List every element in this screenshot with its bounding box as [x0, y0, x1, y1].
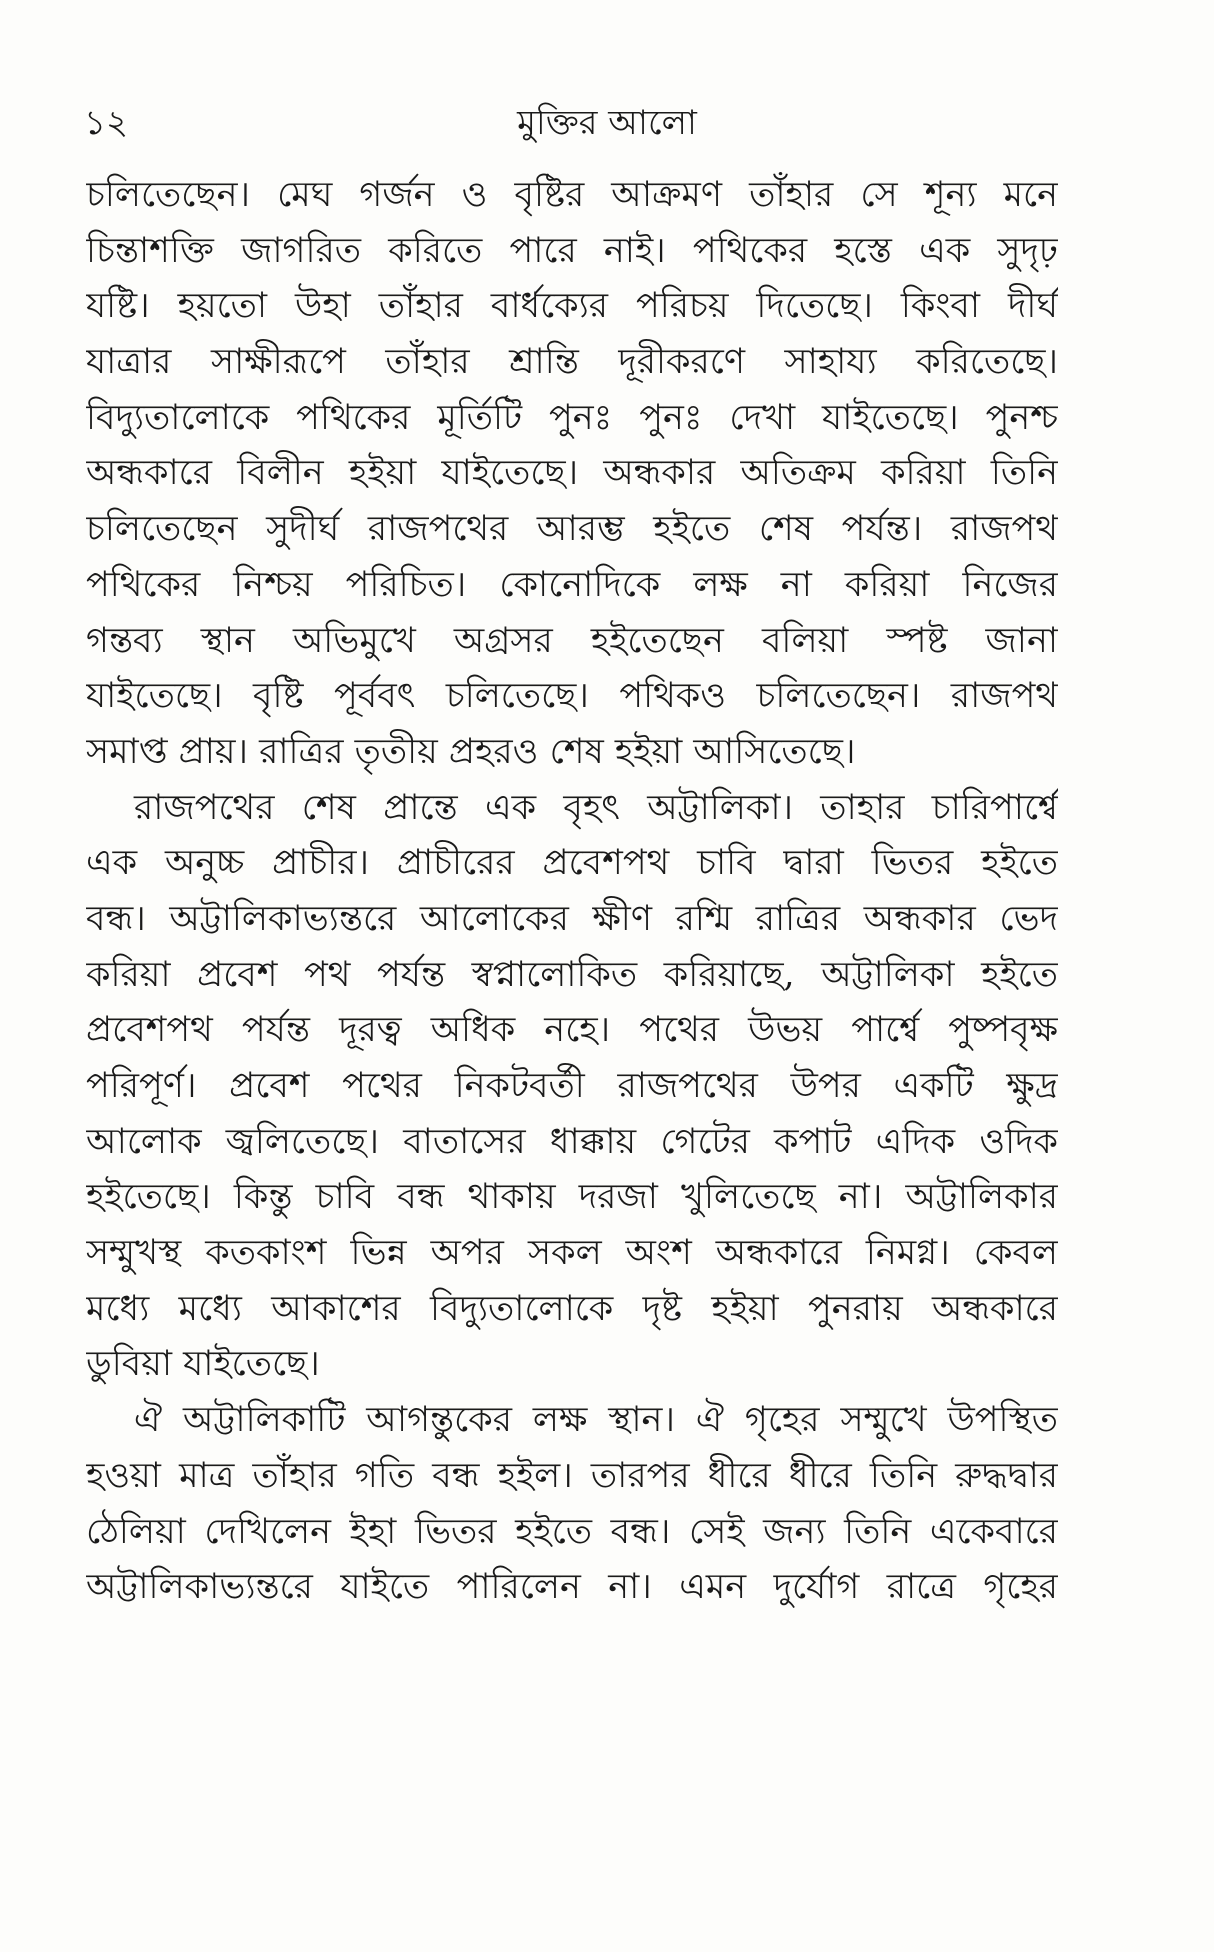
text-line: ঐ অট্টালিকাটি আগন্তুকের লক্ষ স্থান। ঐ গৃহের সম্মুখে উপস্থিত	[134, 1400, 1058, 1441]
text-line: হওয়া মাত্র তাঁহার গতি বন্ধ হইল। তারপর ধীরে ধীরে তিনি রুদ্ধদ্বার	[86, 1455, 1058, 1496]
text-line: ডুবিয়া যাইতেছে।	[86, 1344, 320, 1385]
text-line: মধ্যে মধ্যে আকাশের বিদ্যুতালোকে দৃষ্ট হইয়া পুনরায় অন্ধকারে	[86, 1288, 1058, 1329]
text-line: সমাপ্ত প্রায়। রাত্রির তৃতীয় প্রহরও শেষ হইয়া আসিতেছে।	[86, 731, 856, 772]
text-line: আলোক জ্বলিতেছে। বাতাসের ধাক্কায় গেটের কপাট এদিক ওদিক	[86, 1121, 1058, 1162]
text-line: বন্ধ। অট্টালিকাভ্যন্তরে আলোকের ক্ষীণ রশ্মি রাত্রির অন্ধকার ভেদ	[86, 898, 1058, 939]
text-line: চলিতেছেন। মেঘ গর্জন ও বৃষ্টির আক্রমণ তাঁহার সে শূন্য মনে	[86, 175, 1058, 215]
text-line: যাইতেছে। বৃষ্টি পূর্ববৎ চলিতেছে। পথিকও চলিতেছেন। রাজপথ	[86, 676, 1058, 717]
text-line: চলিতেছেন সুদীর্ঘ রাজপথের আরম্ভ হইতে শেষ পর্যন্ত। রাজপথ	[86, 509, 1058, 550]
running-header	[0, 98, 1214, 148]
text-line: অট্টালিকাভ্যন্তরে যাইতে পারিলেন না। এমন দুর্যোগ রাত্রে গৃহের	[86, 1567, 1058, 1608]
text-line: রাজপথের শেষ প্রান্তে এক বৃহৎ অট্টালিকা। তাহার চারিপার্শ্বে	[134, 787, 1058, 828]
text-line: চিন্তাশক্তি জাগরিত করিতে পারে নাই। পথিকের হস্তে এক সুদৃঢ়	[86, 230, 1058, 271]
text-line: হইতেছে। কিন্তু চাবি বন্ধ থাকায় দরজা খুলিতেছে না। অট্টালিকার	[86, 1177, 1058, 1218]
text-line: যষ্টি। হয়তো উহা তাঁহার বার্ধক্যের পরিচয় দিতেছে। কিংবা দীর্ঘ	[86, 286, 1058, 327]
text-line: এক অনুচ্চ প্রাচীর। প্রাচীরের প্রবেশপথ চাবি দ্বারা ভিতর হইতে	[86, 843, 1058, 884]
body-text	[86, 168, 1058, 1616]
text-line: ঠেলিয়া দেখিলেন ইহা ভিতর হইতে বন্ধ। সেই জন্য তিনি একেবারে	[86, 1511, 1058, 1552]
text-line: বিদ্যুতালোকে পথিকের মূর্তিটি পুনঃ পুনঃ দেখা যাইতেছে। পুনশ্চ	[86, 397, 1058, 438]
text-line: যাত্রার সাক্ষীরূপে তাঁহার শ্রান্তি দূরীকরণে সাহায্য করিতেছে।	[86, 342, 1058, 383]
text-line: করিয়া প্রবেশ পথ পর্যন্ত স্বপ্নালোকিত করিয়াছে, অট্টালিকা হইতে	[86, 954, 1058, 995]
text-line: অন্ধকারে বিলীন হইয়া যাইতেছে। অন্ধকার অতিক্রম করিয়া তিনি	[86, 453, 1058, 494]
page-number: ১২	[84, 103, 129, 143]
text-line: পরিপূর্ণ। প্রবেশ পথের নিকটবর্তী রাজপথের উপর একটি ক্ষুদ্র	[86, 1066, 1058, 1106]
book-title: মুক্তির আলো	[517, 103, 697, 143]
text-line: পথিকের নিশ্চয় পরিচিত। কোনোদিকে লক্ষ না করিয়া নিজের	[86, 564, 1058, 605]
text-line: প্রবেশপথ পর্যন্ত দূরত্ব অধিক নহে। পথের উভয় পার্শ্বে পুষ্পবৃক্ষ	[86, 1010, 1058, 1051]
text-line: সম্মুখস্থ কতকাংশ ভিন্ন অপর সকল অংশ অন্ধকারে নিমগ্ন। কেবল	[86, 1233, 1058, 1274]
text-line: গন্তব্য স্থান অভিমুখে অগ্রসর হইতেছেন বলিয়া স্পষ্ট জানা	[86, 620, 1058, 661]
